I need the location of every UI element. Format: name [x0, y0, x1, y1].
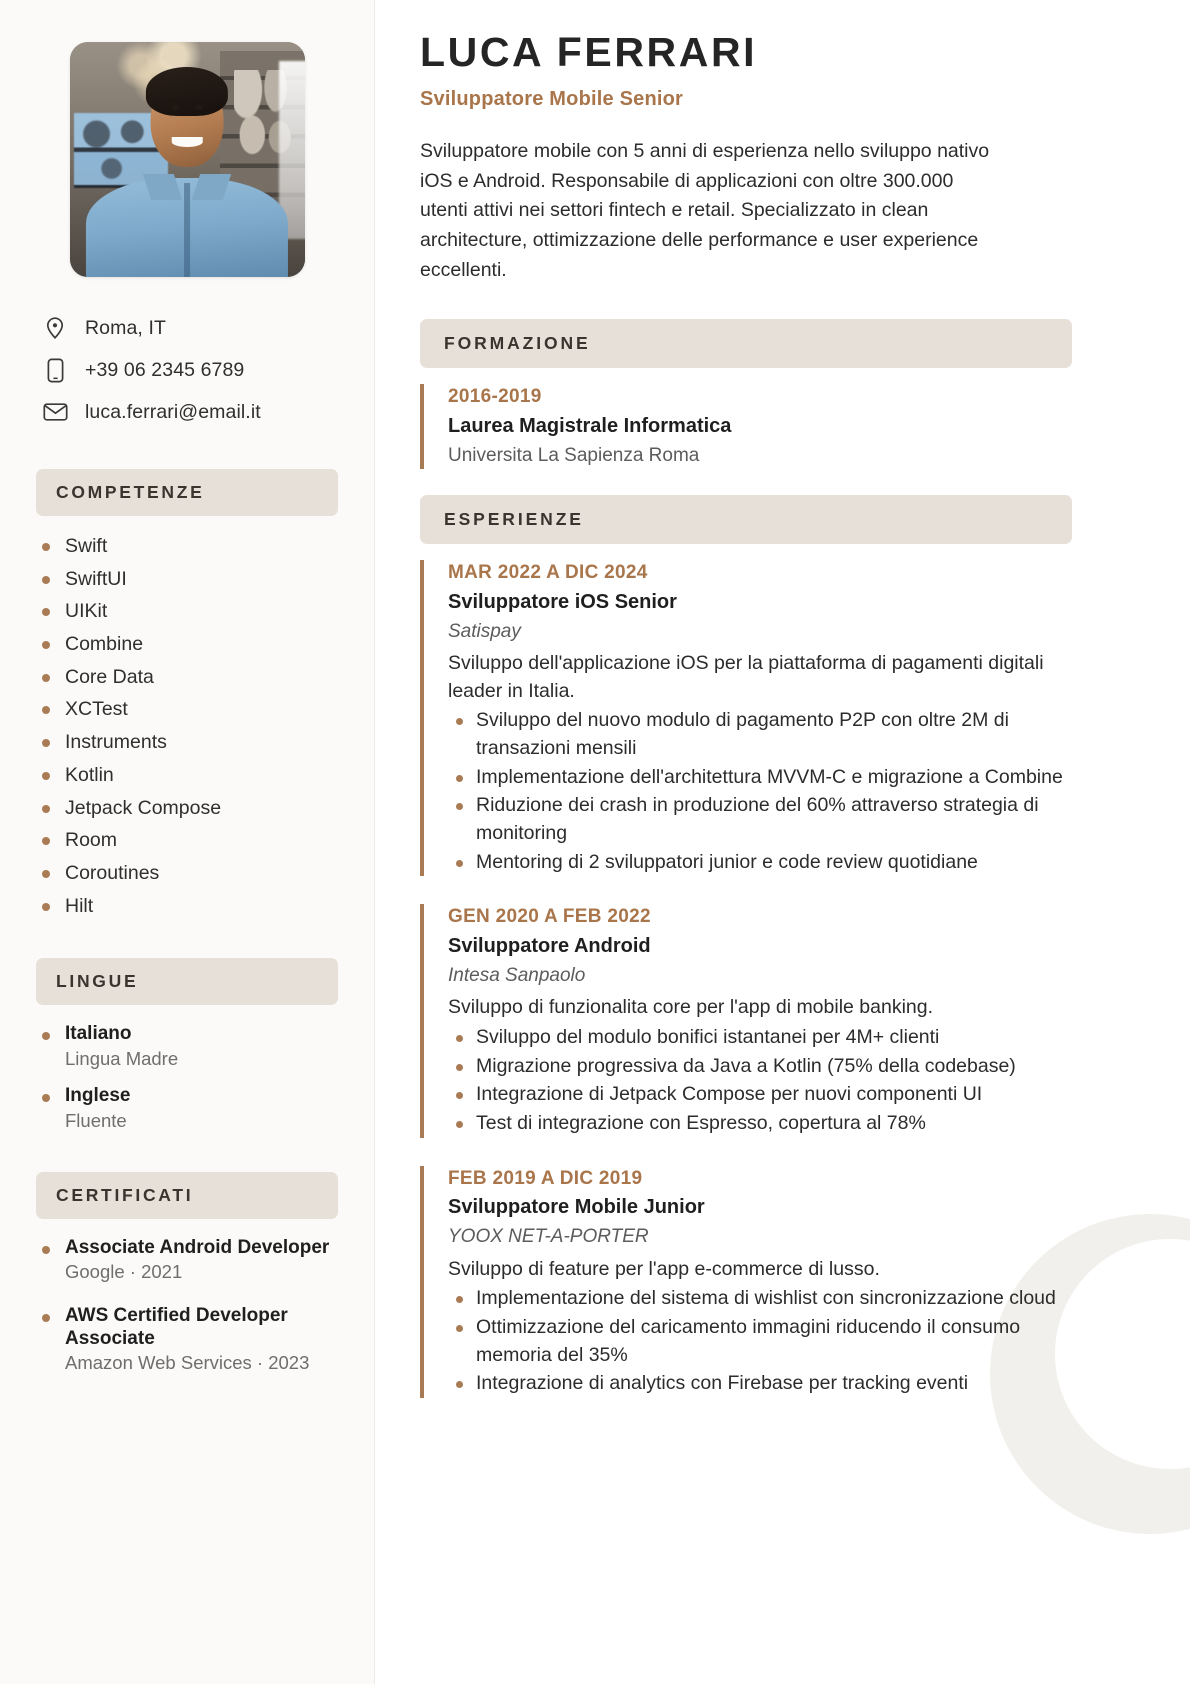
list-item: [448, 1053, 1072, 1081]
skill-label: Kotlin: [65, 763, 114, 786]
list-item: [448, 1370, 1072, 1398]
certificates-section: [36, 1172, 338, 1376]
bullet-text: Implementazione del sistema di wishlist con sincronizzazione cloud: [476, 1287, 1056, 1310]
list-item: [42, 533, 338, 561]
list-item: [42, 1084, 338, 1134]
bullet-dot-icon: [456, 1381, 463, 1388]
bullet-dot-icon: [42, 1314, 50, 1322]
contact-location-value: Roma, IT: [85, 316, 166, 339]
list-item: [448, 849, 1072, 877]
certificate-meta: Google · 2021: [65, 1260, 183, 1282]
list-item: [42, 598, 338, 626]
experience-date: FEB 2019 A DIC 2019: [448, 1167, 643, 1189]
list-item: [42, 566, 338, 594]
page-title: LUCA FERRARI: [420, 29, 758, 75]
bullet-dot-icon: [456, 718, 463, 725]
bullet-text: Sviluppo del modulo bonifici istantanei per 4M+ clienti: [476, 1025, 940, 1048]
skill-label: Swift: [65, 535, 108, 557]
list-item: [42, 729, 338, 757]
contact-list: [42, 315, 338, 425]
list-item: [448, 792, 1072, 847]
bullet-dot-icon: [42, 641, 50, 649]
bullet-dot-icon: [42, 706, 50, 714]
language-level: Lingua Madre: [65, 1047, 179, 1069]
certificate-name: AWS Certified Developer Associate: [65, 1304, 288, 1349]
profile-photo: [70, 42, 305, 277]
education-date: 2016-2019: [448, 386, 542, 408]
skill-label: XCTest: [65, 698, 128, 721]
experience-section: [420, 495, 1072, 1398]
bullet-dot-icon: [456, 860, 463, 867]
certificate-meta: Amazon Web Services · 2023: [65, 1352, 310, 1374]
list-item: [42, 664, 338, 692]
skill-label: Hilt: [65, 894, 94, 917]
certificate-name: Associate Android Developer: [65, 1236, 330, 1258]
bullet-text: Integrazione di Jetpack Compose per nuovi componenti UI: [476, 1083, 983, 1106]
education-degree: Laurea Magistrale Informatica: [448, 414, 732, 437]
languages-section-title: LINGUE: [36, 958, 338, 1005]
list-item: [42, 631, 338, 659]
skills-section: [36, 469, 338, 920]
bullet-dot-icon: [456, 1121, 463, 1128]
contact-email-value: luca.ferrari@email.it: [85, 400, 261, 423]
skill-label: Core Data: [65, 665, 154, 688]
experience-date: GEN 2020 A FEB 2022: [448, 906, 651, 928]
list-item: [448, 1285, 1072, 1313]
bullet-dot-icon: [456, 775, 463, 782]
contact-phone: [42, 357, 338, 383]
skill-label: Jetpack Compose: [65, 796, 222, 819]
skill-label: Room: [65, 829, 118, 852]
education-entry: [420, 384, 1072, 469]
bullet-text: Integrazione di analytics con Firebase per tracking eventi: [476, 1372, 969, 1395]
experience-bullets: [448, 707, 1072, 876]
experience-bullets: [448, 1285, 1072, 1398]
bullet-dot-icon: [456, 1035, 463, 1042]
bullet-dot-icon: [42, 739, 50, 747]
language-name: Italiano: [65, 1023, 132, 1045]
main-content: [375, 0, 1190, 1684]
certificates-list: [36, 1236, 338, 1376]
experience-description: Sviluppo di funzionalita core per l'app di mobile banking.: [448, 996, 934, 1019]
bullet-dot-icon: [42, 674, 50, 682]
experience-entry: [420, 904, 1072, 1137]
skill-label: Coroutines: [65, 861, 160, 884]
bullet-dot-icon: [42, 1094, 50, 1102]
bullet-text: Mentoring di 2 sviluppatori junior e code review quotidiane: [476, 850, 978, 873]
list-item: [448, 1081, 1072, 1109]
list-item: [42, 1236, 338, 1284]
job-role-subtitle: Sviluppatore Mobile Senior: [420, 88, 684, 111]
phone-icon: [42, 357, 68, 383]
bullet-dot-icon: [42, 837, 50, 845]
languages-section: [36, 958, 338, 1133]
language-level: Fluente: [65, 1109, 127, 1131]
bullet-text: Sviluppo del nuovo modulo di pagamento P2P con oltre 2M di transazioni mensili: [476, 709, 1009, 759]
contact-location: [42, 315, 338, 341]
list-item: [42, 1304, 338, 1375]
bullet-dot-icon: [456, 803, 463, 810]
language-name: Inglese: [65, 1084, 131, 1106]
education-section: [420, 319, 1072, 469]
experience-company: YOOX NET-A-PORTER: [448, 1226, 649, 1248]
skills-list: [36, 533, 338, 920]
bullet-dot-icon: [456, 1092, 463, 1099]
experience-title: Sviluppatore Android: [448, 935, 651, 958]
skill-label: SwiftUI: [65, 567, 127, 590]
experience-company: Intesa Sanpaolo: [448, 965, 586, 987]
skill-label: UIKit: [65, 600, 108, 623]
sidebar: [0, 0, 375, 1684]
avatar: [70, 42, 305, 277]
list-item: [448, 764, 1072, 792]
list-item: [42, 1022, 338, 1072]
bullet-dot-icon: [42, 805, 50, 813]
experience-bullets: [448, 1024, 1072, 1138]
list-item: [42, 762, 338, 790]
list-item: [448, 1024, 1072, 1052]
skill-label: Combine: [65, 633, 144, 656]
list-item: [42, 827, 338, 855]
experience-description: Sviluppo dell'applicazione iOS per la piattaforma di pagamenti digitali leader in Italia.: [448, 651, 1044, 702]
bullet-text: Implementazione dell'architettura MVVM-C e migrazione a Combine: [476, 765, 1063, 788]
contact-email: [42, 399, 338, 425]
skill-label: Instruments: [65, 731, 167, 754]
experience-title: Sviluppatore Mobile Junior: [448, 1196, 705, 1219]
list-item: [448, 1110, 1072, 1138]
bullet-dot-icon: [42, 870, 50, 878]
list-item: [42, 860, 338, 888]
experience-description: Sviluppo di feature per l'app e-commerce di lusso.: [448, 1257, 880, 1280]
experience-entry: [420, 560, 1072, 876]
list-item: [42, 795, 338, 823]
bullet-text: Ottimizzazione del caricamento immagini riducendo il consumo memoria del 35%: [476, 1315, 1021, 1366]
bullet-dot-icon: [42, 772, 50, 780]
list-item: [42, 696, 338, 724]
bullet-text: Test di integrazione con Espresso, copertura al 78%: [476, 1112, 926, 1135]
bullet-dot-icon: [42, 1032, 50, 1040]
experience-entry: [420, 1166, 1072, 1398]
list-item: [448, 707, 1072, 762]
bullet-dot-icon: [456, 1296, 463, 1303]
experience-section-title: ESPERIENZE: [420, 495, 1072, 544]
experience-date: MAR 2022 A DIC 2024: [448, 562, 648, 584]
envelope-icon: [42, 399, 68, 425]
bullet-dot-icon: [42, 903, 50, 911]
profile-summary: Sviluppatore mobile con 5 anni di esperienza nello sviluppo nativo iOS e Android. Responsabile di applicazioni con oltre 300.000 utenti attivi nei settori fintech e retail. Specializzato in clean architecture, ottimizzazione delle performance e user experience eccellenti.: [420, 140, 990, 281]
bullet-dot-icon: [42, 1246, 50, 1254]
experience-title: Sviluppatore iOS Senior: [448, 590, 677, 613]
languages-list: [36, 1022, 338, 1133]
experience-company: Satispay: [448, 620, 521, 642]
bullet-dot-icon: [456, 1325, 463, 1332]
bullet-dot-icon: [42, 608, 50, 616]
bullet-dot-icon: [42, 543, 50, 551]
bullet-dot-icon: [42, 576, 50, 584]
education-section-title: FORMAZIONE: [420, 319, 1072, 368]
list-item: [448, 1314, 1072, 1369]
contact-phone-value: +39 06 2345 6789: [85, 358, 245, 381]
skills-section-title: COMPETENZE: [36, 469, 338, 516]
certificates-section-title: CERTIFICATI: [36, 1172, 338, 1219]
bullet-text: Riduzione dei crash in produzione del 60% attraverso strategia di monitoring: [476, 794, 1039, 845]
education-school: Universita La Sapienza Roma: [448, 444, 700, 466]
bullet-text: Migrazione progressiva da Java a Kotlin (75% della codebase): [476, 1054, 1016, 1077]
list-item: [42, 893, 338, 921]
bullet-dot-icon: [456, 1064, 463, 1071]
map-pin-icon: [42, 315, 68, 341]
